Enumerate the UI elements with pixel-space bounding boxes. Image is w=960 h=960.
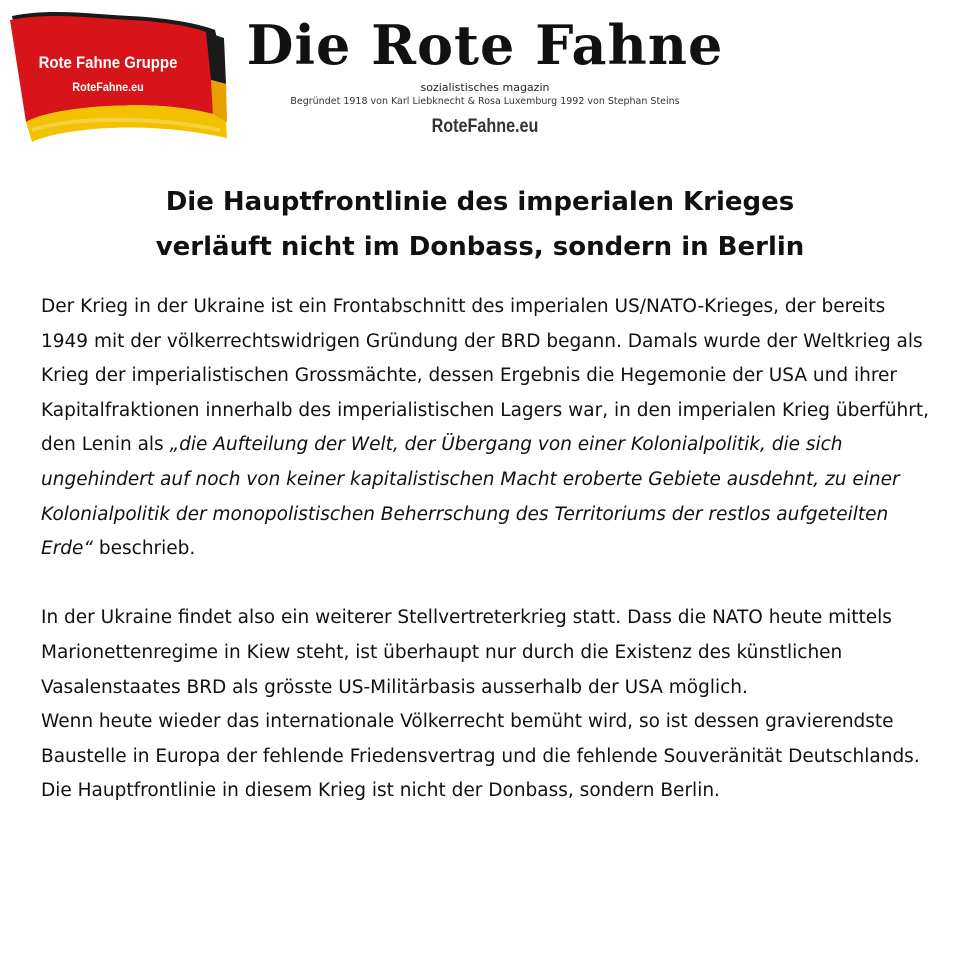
logo-url: RoteFahne.eu: [72, 80, 144, 94]
masthead: [245, 12, 725, 140]
logo-title: Rote Fahne Gruppe: [38, 53, 178, 72]
headline-line-2: verläuft nicht im Donbass, sondern in Berlin: [155, 232, 805, 262]
flag-logo: [10, 10, 228, 142]
masthead-subtitle: sozialistisches magazin: [420, 81, 550, 94]
paragraph-gap: [41, 567, 931, 602]
paragraph-3: Wenn heute wieder das internationale Völkerrecht bemüht wird, so ist dessen gravierendste Baustelle in Europa der fehlende Friedensvertrag und die fehlende Souveränität Deutschlands.: [41, 711, 920, 767]
paragraph-2: In der Ukraine findet also ein weiterer Stellvertreterkrieg statt. Dass die NATO heute mittels Marionettenregime in Kiew steht, ist überhaupt nur durch die Existenz des künstlichen Vasalenstaates BRD als grösste US-Militärbasis ausserhalb der USA möglich.: [41, 607, 892, 698]
flag-graphic: [10, 10, 228, 142]
paragraph-1-intro: Der Krieg in der Ukraine ist ein Frontabschnitt des imperialen US/NATO-Krieges, der bereits 1949 mit der völkerrechtswidrigen Gründung der BRD begann. Damals wurde der Weltkrieg als Krieg der imperialistischen Grossmächte, dessen Ergebnis die Hegemonie der USA und ihrer Kapitalfraktionen innerhalb des imperialistischen Lagers war, in den imperialen Krieg überführt, den Lenin als: [41, 296, 930, 456]
paragraph-1-end: beschrieb.: [93, 538, 196, 560]
article-headline: [0, 180, 960, 270]
masthead-url: RoteFahne.eu: [431, 116, 539, 137]
masthead-title: Die Rote Fahne: [246, 13, 724, 77]
lenin-quote: „die Aufteilung der Welt, der Übergang von einer Kolonialpolitik, die sich ungehindert auf noch von keiner kapitalistischen Macht eroberte Gebiete ausdehnt, zu einer Kolonialpolitik der monopolistischen Beherrschung des Territoriums der restlos aufgeteilten Erde“: [41, 434, 900, 560]
headline-line-1: Die Hauptfrontlinie des imperialen Krieges: [165, 187, 795, 217]
paragraph-1: [41, 290, 931, 567]
masthead-founded: Begründet 1918 von Karl Liebknecht & Rosa Luxemburg 1992 von Stephan Steins: [290, 96, 680, 107]
paragraph-4: Die Hauptfrontlinie in diesem Krieg ist nicht der Donbass, sondern Berlin.: [41, 780, 720, 802]
article-body: [41, 290, 931, 809]
